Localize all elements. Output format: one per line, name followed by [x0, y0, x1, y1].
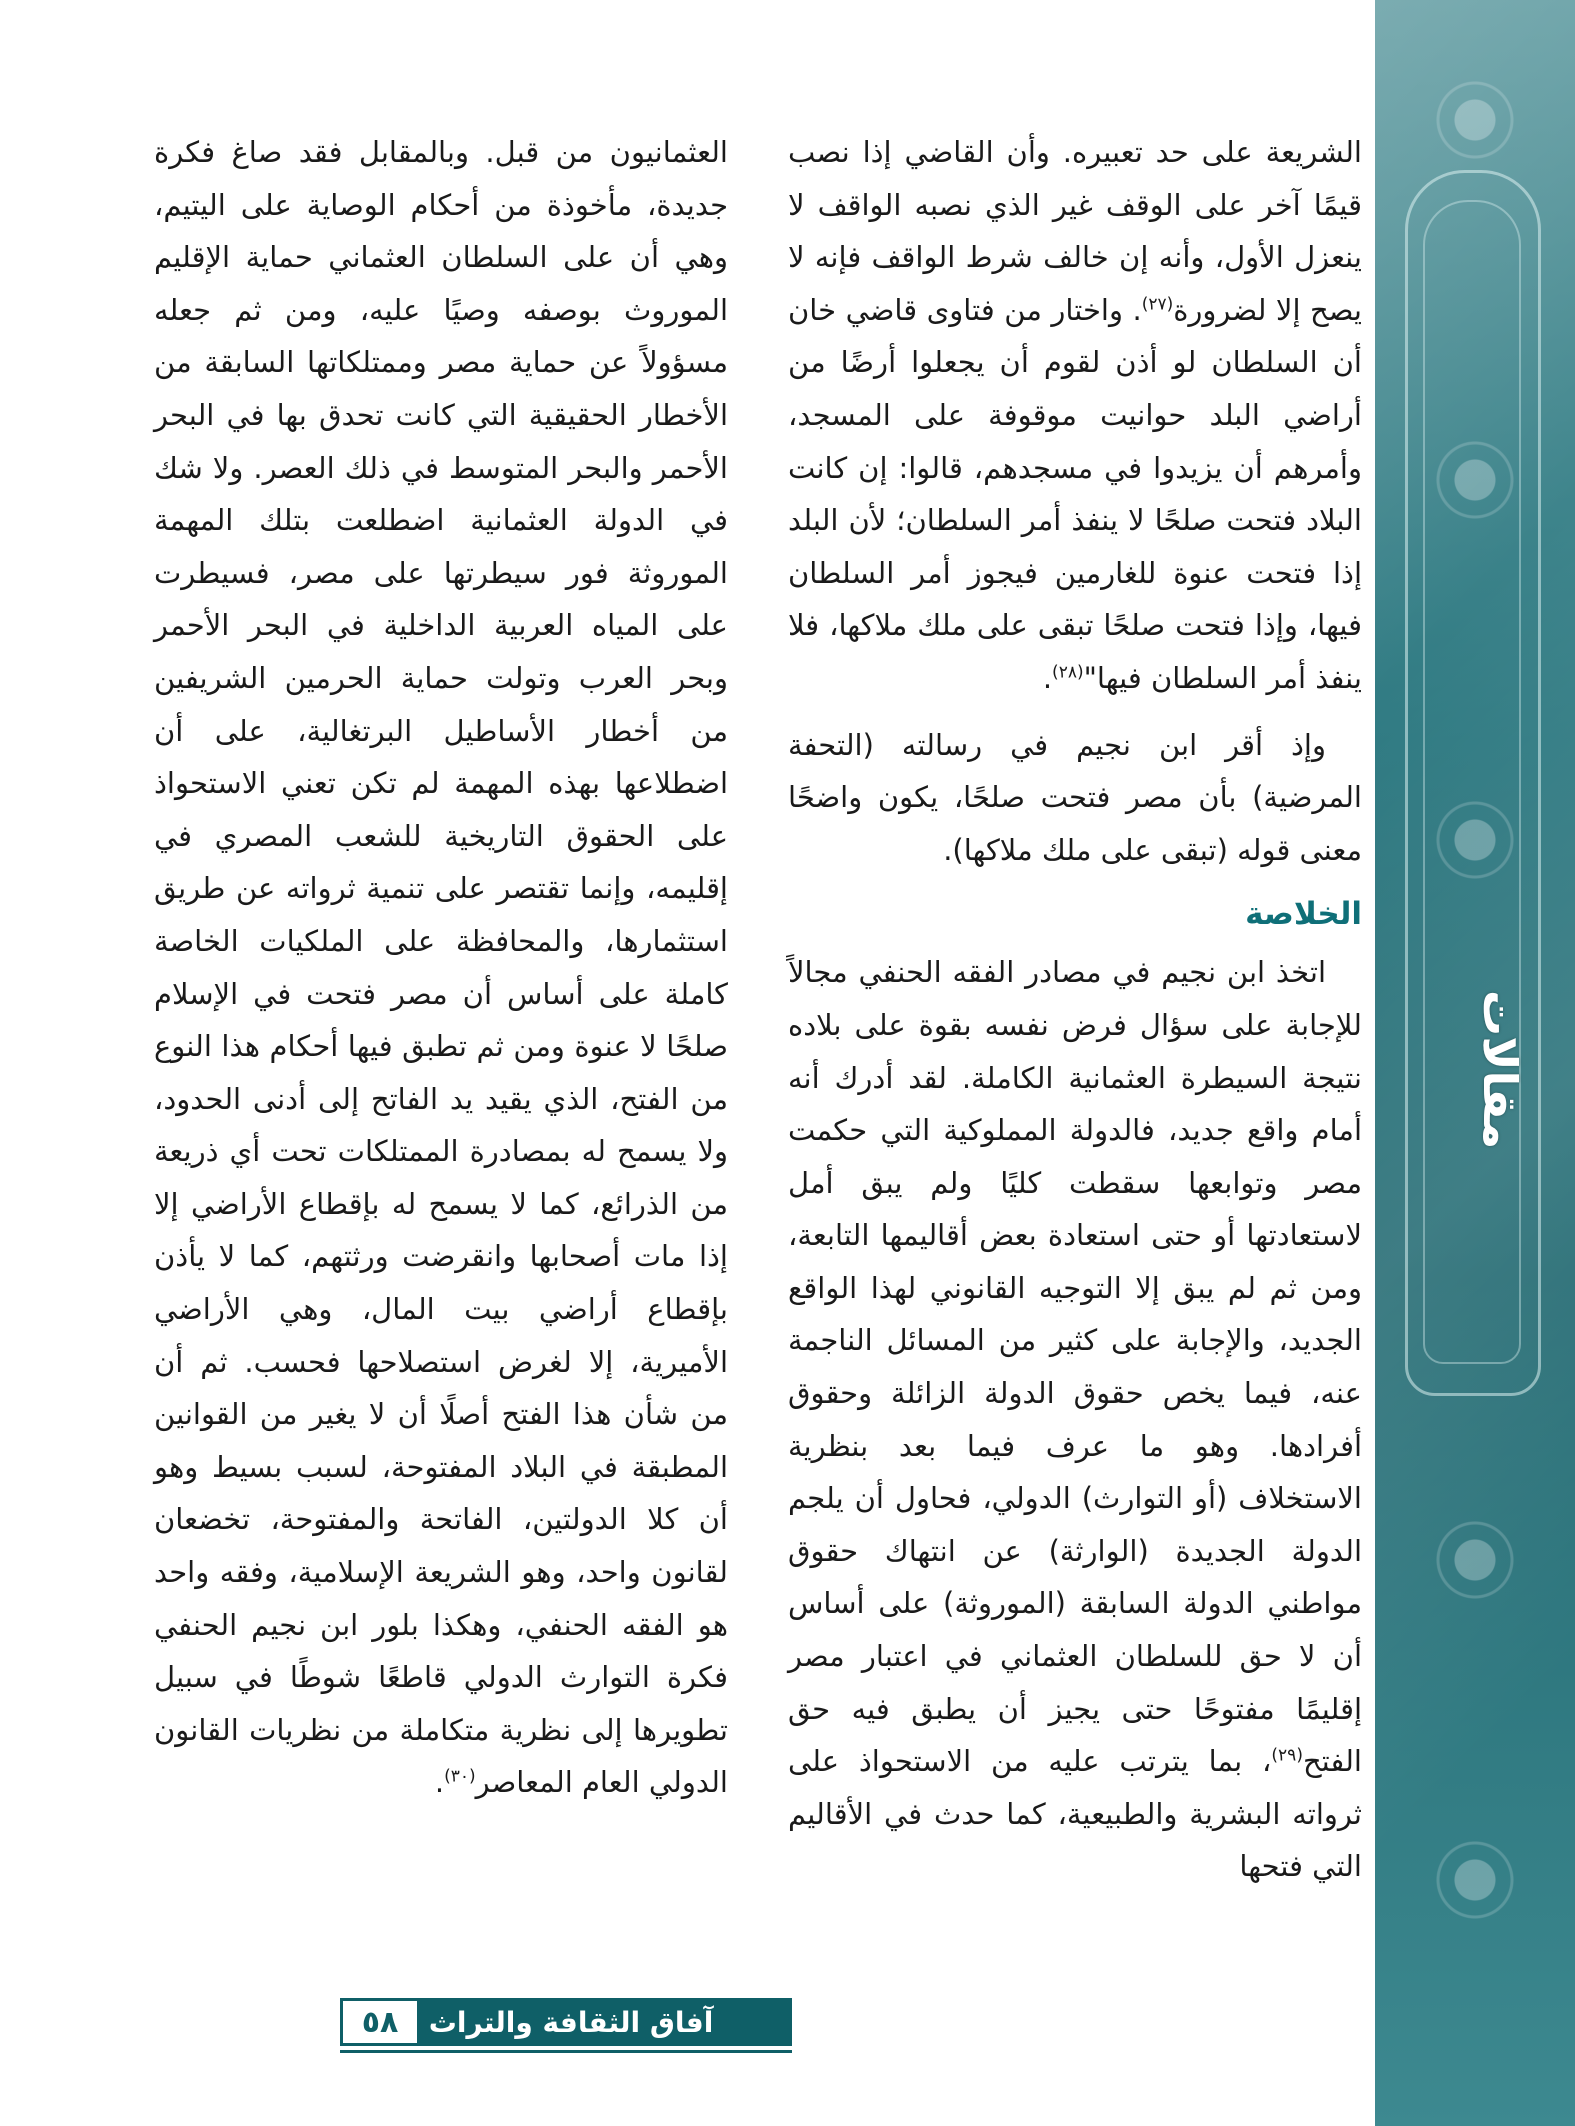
ornament-shape [1375, 60, 1575, 180]
paragraph: العثمانيون من قبل. وبالمقابل فقد صاغ فكرة جديدة، مأخوذة من أحكام الوصاية على اليتيم، وهي أن على السلطان العثماني حماية الإقليم الموروث بوصفه وصيًا عليه، ومن ثم جعله مسؤولاً عن حماية مصر وممتلكاتها السابقة من الأخطار الحقيقية التي كانت تحدق بها في البحر الأحمر والبحر المتوسط في ذلك العصر. ولا شك في الدولة العثمانية اضطلعت بتلك المهمة الموروثة فور سيطرتها على مصر، فسيطرت على المياه العربية الداخلية في البحر الأحمر وبحر العرب وتولت حماية الحرمين الشريفين من أخطار الأساطيل البرتغالية، على أن اضطلاعها بهذه المهمة لم تكن تعني الاستحواذ على الحقوق التاريخية للشعب المصري في إقليمه، وإنما تقتصر على تنمية ثرواته عن طريق استثمارها، والمحافظة على الملكيات الخاصة كاملة على أساس أن مصر فتحت في الإسلام صلحًا لا عنوة ومن ثم تطبق فيها أحكام هذا النوع من الفتح، الذي يقيد يد الفاتح إلى أدنى الحدود، ولا يسمح له بمصادرة الممتلكات تحت أي ذريعة من الذرائع، كما لا يسمح له بإقطاع الأراضي إلا إذا مات أصحابها وانقرضت ورثتهم، كما لا يأذن بإقطاع أراضي بيت المال، وهي الأراضي الأميرية، إلا لغرض استصلاحها فحسب. ثم أن من شأن هذا الفتح أصلًا أن لا يغير من القوانين المطبقة في البلاد المفتوحة، لسبب بسيط وهو أن كلا الدولتين، الفاتحة والمفتوحة، تخضعان لقانون واحد، وهو الشريعة الإسلامية، وفقه واحد هو الفقه الحنفي، وهكذا بلور ابن نجيم الحنفي فكرة التوارث الدولي قاطعًا شوطًا في سبيل تطويرها إلى نظرية متكاملة من نظريات القانون الدولي العام المعاصر$^{(٣٠)}$. [154, 135, 728, 1800]
footnote-ref: (٢٩) [1271, 1745, 1303, 1766]
left-column [154, 126, 728, 1809]
footnote-ref: (٢٨) [1052, 662, 1084, 683]
footnote-ref: (٢٧) [1141, 294, 1174, 315]
section-heading: الخلاصة [1245, 896, 1362, 933]
right-column [788, 126, 1362, 1893]
page-number: ٥٨ [340, 1998, 420, 2046]
footer-divider [340, 2050, 792, 2053]
footnote-ref: (٣٠) [444, 1766, 476, 1787]
paragraph: اتخذ ابن نجيم في مصادر الفقه الحنفي مجالاً للإجابة على سؤال فرض نفسه بقوة على بلاده نتيجة السيطرة العثمانية الكاملة. لقد أدرك أنه أمام واقع جديد، فالدولة المملوكية التي حكمت مصر وتوابعها سقطت كليًا ولم يبق أمل لاستعادتها أو حتى استعادة بعض أقاليمها التابعة، ومن ثم لم يبق إلا التوجيه القانوني لهذا الواقع الجديد، والإجابة على كثير من المسائل الناجمة عنه، فيما يخص حقوق الدولة الزائلة وحقوق أفرادها. وهو ما عرف فيما بعد بنظرية الاستخلاف (أو التوارث) الدولي، فحاول أن يلجم الدولة الجديدة (الوارثة) عن انتهاك حقوق مواطني الدولة السابقة (الموروثة) على أساس أن لا حق للسلطان العثماني في اعتبار مصر إقليمًا مفتوحًا حتى يجيز أن يطبق فيه حق الفتح$^{(٢٩)}$، بما يترتب عليه من الاستحواذ على ثرواته البشرية والطبيعية، كما حدث في الأقاليم التي فتحها [788, 955, 1362, 1884]
publication-title: آفاق الثقافة والتراث [420, 1998, 792, 2046]
ornament-frame-inner [1423, 200, 1521, 1364]
ornament-shape [1375, 1820, 1575, 1940]
section-tag: مقالات [1473, 990, 1527, 1150]
paragraph: الشريعة على حد تعبيره. وأن القاضي إذا نصب قيمًا آخر على الوقف غير الذي نصبه الواقف لا ينعزل الأول، وأنه إن خالف شرط الواقف فإنه لا يصح إلا لضرورة$^{(٢٧)}$. واختار من فتاوى قاضي خان أن السلطان لو أذن لقوم أن يجعلوا أرضًا من أراضي البلد حوانيت موقوفة على المسجد، وأمرهم أن يزيدوا في مسجدهم، قالوا: إن كانت البلاد فتحت صلحًا لا ينفذ أمر السلطان؛ لأن البلد إذا فتحت عنوة للغارمين فيجوز أمر السلطان فيها، وإذا فتحت صلحًا تبقى على ملك ملاكها، فلا ينفذ أمر السلطان فيها"$^{(٢٨)}$. [788, 135, 1362, 695]
ornament-shape [1375, 1500, 1575, 1620]
paragraph: وإذ أقر ابن نجيم في رسالته (التحفة المرضية) بأن مصر فتحت صلحًا، يكون واضحًا معنى قوله (تبقى على ملك ملاكها). [788, 727, 1362, 867]
decorative-sidebar [1375, 0, 1575, 2126]
